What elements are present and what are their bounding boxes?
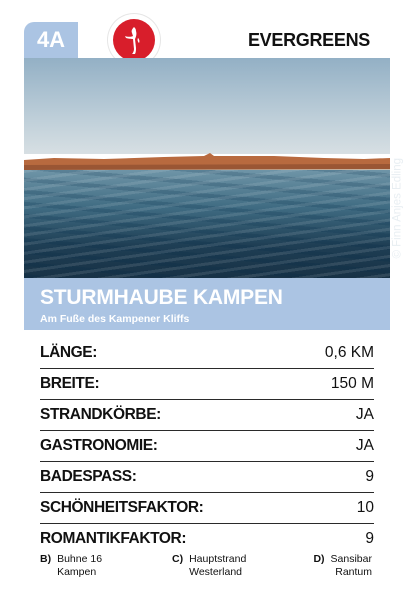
answer-option-b [40, 553, 102, 579]
stat-row-gastronomie [40, 431, 374, 462]
sylt-island-icon [113, 19, 155, 61]
stat-value: JA [355, 437, 374, 454]
stat-row-strandkoerbe [40, 400, 374, 431]
answer-option-c [172, 553, 246, 579]
photo-sky [24, 58, 390, 154]
stat-label: BADESPASS: [40, 468, 137, 485]
stat-value: 9 [365, 530, 374, 547]
stat-label: SCHÖNHEITSFAKTOR: [40, 499, 204, 516]
stat-label: GASTRONOMIE: [40, 437, 158, 454]
beach-photo [24, 58, 404, 278]
stats-table [40, 338, 374, 554]
stat-row-badespass [40, 462, 374, 493]
answer-letter: B) [40, 553, 52, 565]
answer-text: Hauptstrand Westerland [189, 553, 247, 578]
answer-options [40, 553, 374, 583]
card-id-badge: 4A [24, 22, 78, 58]
answer-option-d [313, 553, 372, 579]
stat-value: JA [355, 406, 374, 423]
answer-letter: D) [313, 553, 325, 565]
stat-value: 0,6 KM [324, 344, 374, 361]
card-title: STURMHAUBE KAMPEN [40, 286, 283, 309]
stat-label: STRANDKÖRBE: [40, 406, 161, 423]
stat-row-romantikfaktor [40, 524, 374, 554]
stat-value: 10 [356, 499, 374, 516]
stat-label: BREITE: [40, 375, 100, 392]
photo-credit: © Finn Anjes Edling [392, 158, 404, 259]
card-category: EVERGREENS [247, 30, 370, 50]
stat-label: LÄNGE: [40, 344, 98, 361]
stat-value: 150 M [330, 375, 374, 392]
card-subtitle: Am Fuße des Kampener Kliffs [40, 313, 190, 325]
answer-letter: C) [172, 553, 184, 565]
answer-text: Sansibar Rantum [330, 553, 372, 578]
stat-row-breite [40, 369, 374, 400]
stat-row-schoenheitsfaktor [40, 493, 374, 524]
answer-text: Buhne 16 Kampen [57, 553, 103, 578]
stat-label: ROMANTIKFAKTOR: [40, 530, 187, 547]
photo-sea [24, 170, 390, 278]
stat-value: 9 [365, 468, 374, 485]
title-band [24, 278, 390, 330]
stat-row-laenge [40, 338, 374, 369]
